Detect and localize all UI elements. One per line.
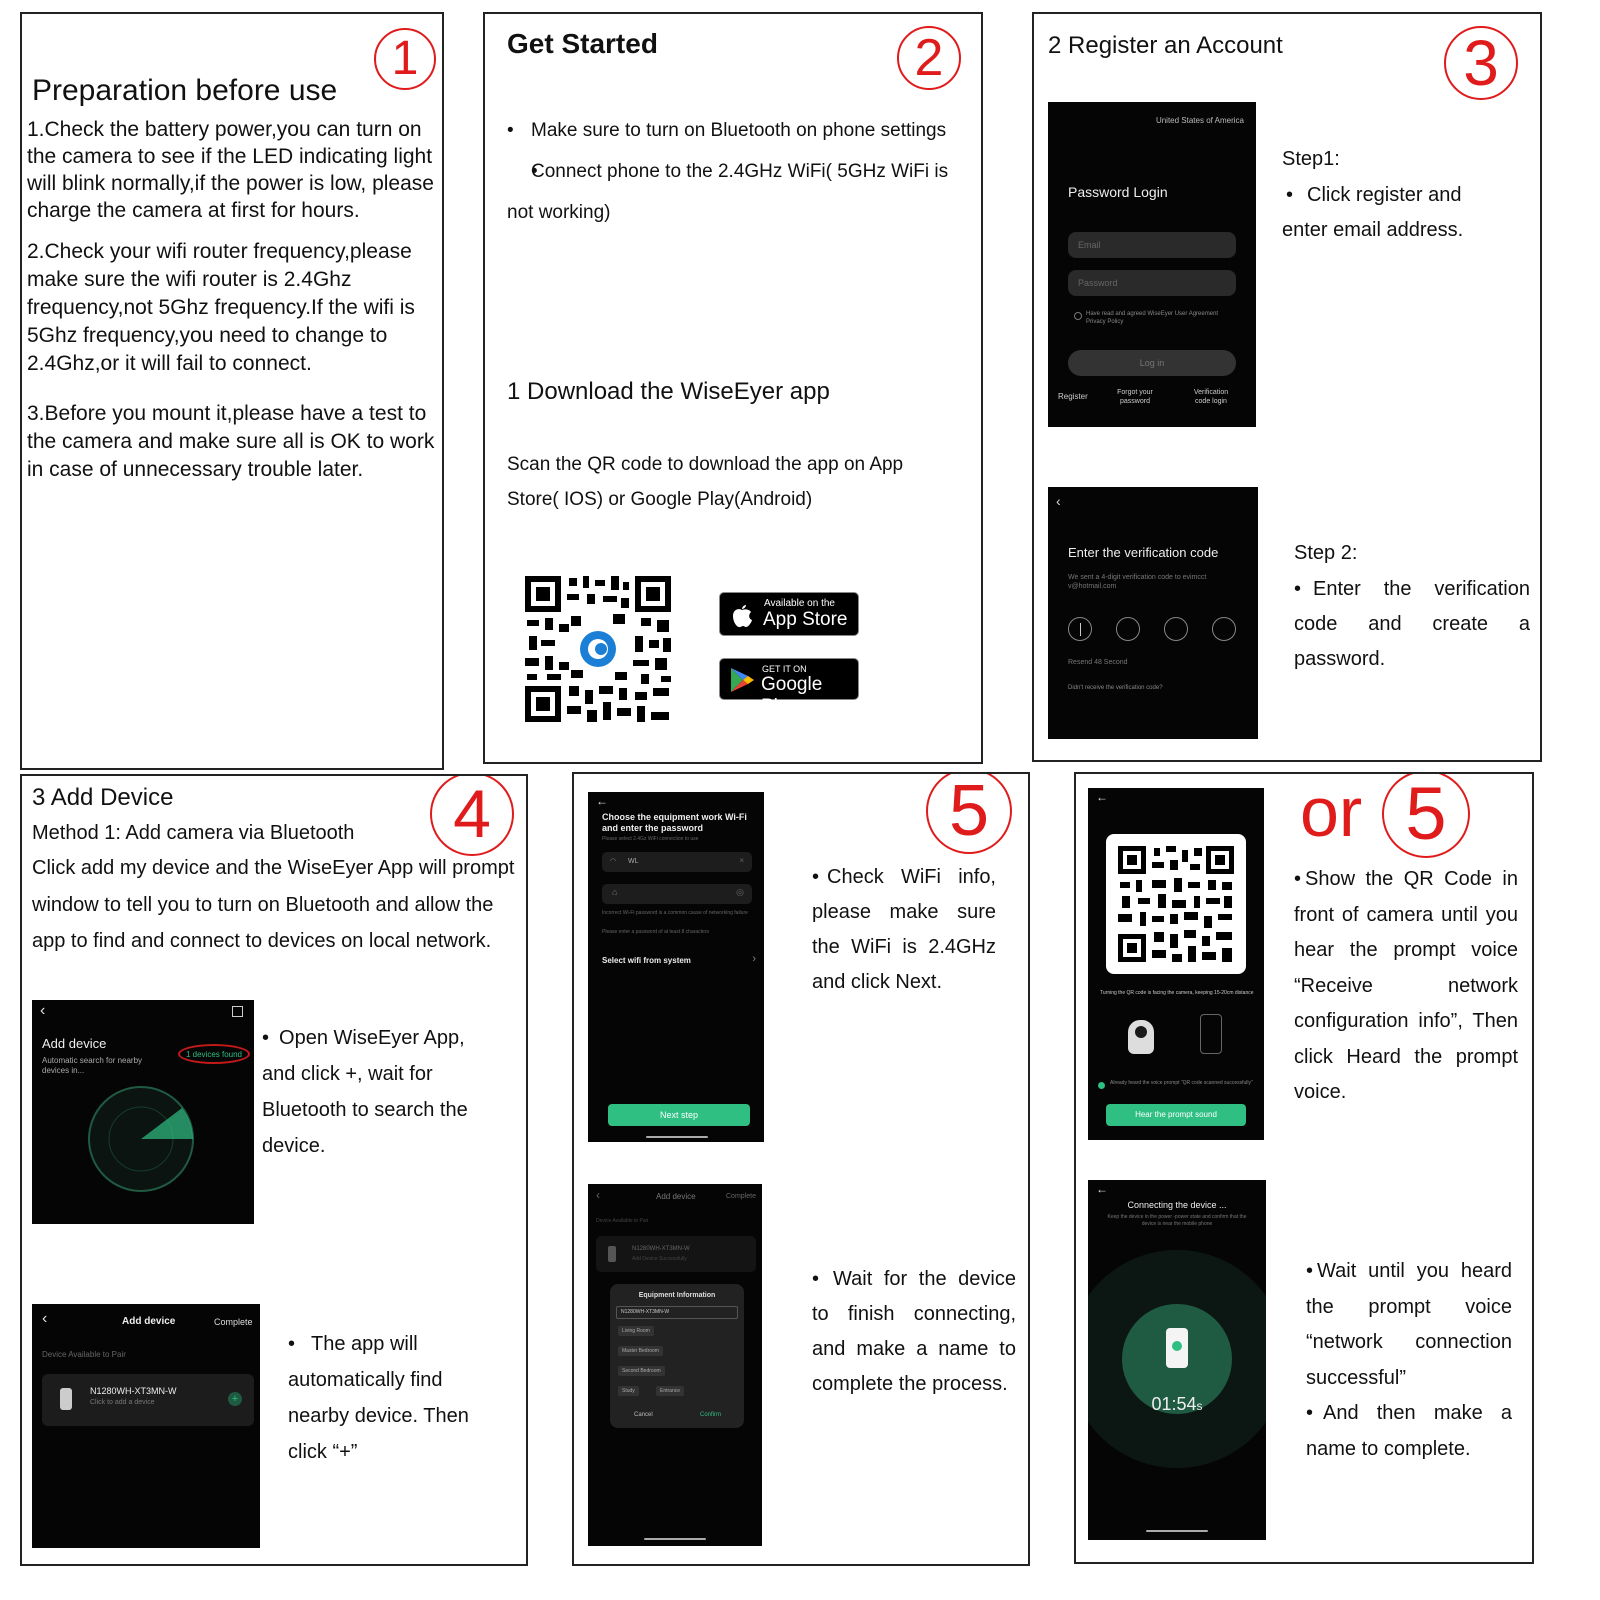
- wifi-sub: Please select 2.4Gz WiFi connection to use: [602, 836, 699, 842]
- requirement-wifi: • Connect phone to the 2.4GHz WiFi( 5GHz WiFi is not working): [507, 151, 977, 233]
- back-icon[interactable]: ‹: [42, 1310, 48, 1327]
- device-row[interactable]: [42, 1374, 254, 1426]
- heard-radio[interactable]: [1098, 1082, 1105, 1089]
- scan-heading: Add device: [42, 1036, 107, 1051]
- agreement-text: Have read and agreed WiseEyer User Agreement Privacy Policy: [1086, 311, 1219, 325]
- wifi-note-1: Incorrect Wi-Fi password is a common cause of networking failure: [602, 910, 748, 916]
- panel-title: Get Started: [507, 28, 658, 59]
- panel-wifi-setup: [572, 772, 1030, 1566]
- available-label: Device Available to Pair: [596, 1218, 649, 1224]
- device-list-screen: [32, 1304, 260, 1548]
- email-placeholder: Email: [1078, 240, 1101, 250]
- verification-screen: [1048, 487, 1258, 739]
- step-number-2: 2: [897, 26, 961, 90]
- agree-checkbox[interactable]: [1074, 312, 1082, 320]
- bullet-auto-find: [288, 1326, 498, 1470]
- step-number-4: 4: [430, 774, 514, 856]
- download-description: Scan the QR code to download the app on App Store( IOS) or Google Play(Android): [507, 454, 904, 510]
- lock-icon: ⌂: [612, 887, 618, 897]
- device-name: N1280WH-XT3MN-W: [90, 1386, 177, 1396]
- login-button[interactable]: [1068, 350, 1236, 376]
- bullet-icon: •: [262, 1027, 270, 1049]
- phone-illustration: [1200, 1014, 1222, 1054]
- bullet-check-wifi-text: Check WiFi info, please make sure the WiFi is 2.4GHz and click Next.: [812, 866, 996, 993]
- email-field[interactable]: [1068, 232, 1236, 258]
- scan-subtitle: Automatic search for nearby devices in...: [42, 1056, 143, 1075]
- connecting-screen: [1088, 1180, 1266, 1540]
- bullet-wait-connect-text: Wait for the device to finish connecting, and make a name to complete the process.: [812, 1268, 1016, 1395]
- room-chip[interactable]: Entrance: [656, 1386, 684, 1396]
- app-store-small-text: Available on the: [764, 598, 835, 609]
- camera-illustration: [1128, 1020, 1154, 1054]
- code-login-link[interactable]: Verification code login: [1193, 389, 1229, 405]
- or-label: or: [1300, 773, 1363, 851]
- room-chip[interactable]: Master Bedroom: [618, 1346, 663, 1356]
- back-icon[interactable]: ←: [596, 794, 608, 808]
- panel-title: 2 Register an Account: [1048, 32, 1283, 59]
- chevron-right-icon: ›: [752, 953, 756, 965]
- bullet-icon: •: [1286, 184, 1294, 206]
- wifi-icon: ◠: [610, 858, 617, 865]
- device-name-value: N1280WH-XT3MN-W: [621, 1309, 670, 1315]
- back-icon[interactable]: ←: [1096, 1182, 1108, 1196]
- home-indicator: [644, 1538, 706, 1540]
- qr-card: [1106, 834, 1246, 974]
- complete-link[interactable]: Complete: [726, 1193, 756, 1200]
- app-store-badge[interactable]: [719, 592, 859, 636]
- password-field[interactable]: [1068, 270, 1236, 296]
- back-icon[interactable]: ←: [1096, 790, 1108, 804]
- name-heading: Add device: [656, 1192, 696, 1201]
- requirements-list: [507, 110, 977, 233]
- heard-text: Already heard the voice prompt "QR code scanned successfully": [1110, 1080, 1253, 1086]
- instruction-2: 2.Check your wifi router frequency,please make sure the wifi router is 2.4Ghz frequency,not 5Ghz frequency.If the wifi is 5Ghz frequency,you need to change to 2.4Ghz,or it will fail to connect.: [27, 240, 415, 375]
- equipment-info-dialog: [610, 1284, 744, 1428]
- panel-add-device: [20, 774, 528, 1566]
- room-chip[interactable]: Study: [618, 1386, 639, 1396]
- device-list-heading: Add device: [122, 1316, 176, 1327]
- instruction-1: 1.Check the battery power,you can turn on the camera to see if the LED indicating light will blink normally,if the power is low, please charge the camera at first for hours.: [27, 118, 434, 222]
- devices-found-text: 1 devices found: [185, 1050, 243, 1059]
- clear-icon[interactable]: ×: [739, 856, 744, 865]
- confirm-button[interactable]: Confirm: [700, 1412, 722, 1418]
- complete-link[interactable]: Complete: [214, 1317, 253, 1327]
- step1-text: [1282, 178, 1482, 248]
- room-chip[interactable]: Living Room: [618, 1326, 654, 1336]
- panel-title: 3 Add Device: [32, 784, 174, 811]
- region-selector[interactable]: United States of America: [1155, 116, 1244, 125]
- login-button-label: Log in: [1139, 358, 1165, 368]
- device-name: N1280WH-XT3MN-W: [632, 1246, 690, 1252]
- wifi-note-2: Please enter a password of at least 8 characters: [602, 929, 710, 935]
- countdown-unit: s: [1196, 1399, 1203, 1413]
- qr-scan-screen: [1088, 788, 1264, 1140]
- bullet-wait-voice: [1306, 1254, 1512, 1467]
- radar-icon: [86, 1084, 196, 1194]
- bullet-icon: •: [1294, 578, 1302, 600]
- resend-timer: Resend 48 Second: [1068, 659, 1128, 666]
- panel-preparation: [20, 12, 444, 770]
- wifi-name-field[interactable]: [602, 852, 752, 872]
- wifi-ssid: WL: [628, 858, 639, 865]
- camera-icon: [608, 1246, 616, 1262]
- wifi-heading: Choose the equipment work Wi-Fi and enter the password: [602, 812, 747, 833]
- bullet-icon: •: [1306, 1402, 1314, 1424]
- bullet-auto-find-text: The app will automatically find nearby device. Then click “+”: [288, 1333, 469, 1463]
- panel-register: [1032, 12, 1542, 762]
- no-code-link[interactable]: Didn't receive the verification code?: [1068, 685, 1163, 691]
- code-box-4[interactable]: [1212, 617, 1236, 641]
- step-number-5-alt: 5: [1382, 772, 1470, 858]
- bullet-icon: •: [1294, 868, 1302, 890]
- camera-icon: [60, 1388, 72, 1410]
- device-status: Add Device Successfully: [632, 1256, 687, 1262]
- select-wifi-link[interactable]: Select wifi from system: [602, 956, 691, 965]
- google-play-small-text: GET IT ON: [762, 664, 807, 674]
- connecting-heading: Connecting the device ...: [1127, 1200, 1227, 1210]
- step1-title: Step1:: [1282, 148, 1340, 170]
- google-play-icon: [729, 666, 755, 694]
- countdown-value: 01:54: [1151, 1394, 1197, 1414]
- google-play-text: Google Play: [761, 674, 823, 717]
- bullet-show-qr-text: Show the QR Code in front of camera until you hear the prompt voice “Receive network configuration info”, Then click Heard the prompt voice.: [1294, 868, 1518, 1103]
- eye-icon[interactable]: ◎: [736, 887, 744, 897]
- device-name-input[interactable]: [616, 1306, 738, 1319]
- phone-icon: [1166, 1328, 1188, 1368]
- step1-description: Click register and enter email address.: [1282, 184, 1464, 241]
- wifi-password-field[interactable]: [602, 884, 752, 904]
- back-icon[interactable]: ‹: [40, 1002, 46, 1019]
- connecting-sub: Keep the device in the power -power state and confirm that the device is near the mobile phone: [1107, 1214, 1247, 1227]
- register-link[interactable]: Register: [1058, 392, 1088, 401]
- step-number-3: 3: [1444, 26, 1518, 100]
- device-row: [596, 1236, 756, 1272]
- password-placeholder: Password: [1078, 278, 1118, 288]
- download-qr-code[interactable]: [523, 574, 673, 724]
- bullet-make-name-block: [1306, 1396, 1512, 1467]
- verification-sent-text: We sent a 4-digit verification code to evimcct v@hotmail.com: [1068, 574, 1207, 590]
- bullet-check-wifi: [812, 860, 996, 1000]
- bullet-open-app-text: Open WiseEyer App, and click +, wait for Bluetooth to search the device.: [262, 1027, 468, 1157]
- requirement-bluetooth: • Make sure to turn on Bluetooth on phone settings: [507, 110, 977, 151]
- bullet-make-name-text: And then make a name to complete.: [1306, 1402, 1512, 1460]
- panel-get-started: [483, 12, 983, 764]
- bullet-wait-connect: [812, 1262, 1016, 1402]
- login-screen: [1048, 102, 1256, 427]
- bullet-open-app: [262, 1020, 492, 1164]
- add-device-icon[interactable]: +: [228, 1392, 242, 1406]
- bullet-wait-voice-block: [1306, 1254, 1512, 1396]
- step2-description: Enter the verification code and create a password.: [1294, 578, 1530, 670]
- apple-icon: [730, 601, 754, 629]
- code-box-3[interactable]: [1164, 617, 1188, 641]
- code-box-2[interactable]: [1116, 617, 1140, 641]
- method-description: Click add my device and the WiseEyer App will prompt window to tell you to turn on Bluetooth and allow the app to find and connect to devices on local network.: [32, 857, 515, 952]
- back-icon[interactable]: ‹: [596, 1188, 600, 1202]
- bullet-icon: •: [288, 1333, 296, 1355]
- step-number-5: 5: [926, 772, 1012, 854]
- next-step-button[interactable]: Next step: [608, 1104, 750, 1126]
- scan-screen: [32, 1000, 254, 1224]
- bullet-wait-voice-text: Wait until you heard the prompt voice “network connection successful”: [1306, 1260, 1512, 1389]
- wifi-screen: [588, 792, 764, 1142]
- forgot-password-link[interactable]: Forgot your password: [1117, 389, 1153, 405]
- countdown-timer: [1088, 1394, 1266, 1415]
- name-device-screen: [588, 1184, 762, 1546]
- step2-text: [1294, 572, 1530, 677]
- step2-title: Step 2:: [1294, 542, 1358, 564]
- section-subtitle: 1 Download the WiseEyer app: [507, 378, 830, 405]
- verification-heading: Enter the verification code: [1068, 545, 1219, 560]
- bullet-show-qr: [1294, 862, 1518, 1111]
- code-box-1[interactable]: [1068, 617, 1092, 641]
- room-chip[interactable]: Second Bedroom: [618, 1366, 665, 1376]
- back-icon[interactable]: ‹: [1056, 493, 1061, 509]
- available-label: Device Available to Pair: [42, 1350, 126, 1359]
- dialog-title: Equipment Information: [638, 1292, 716, 1299]
- scan-qr-icon[interactable]: [232, 1006, 243, 1017]
- devices-found-badge[interactable]: [178, 1044, 250, 1064]
- google-play-badge[interactable]: [719, 658, 859, 717]
- step-number-1: 1: [374, 28, 436, 90]
- instruction-3: 3.Before you mount it,please have a test to the camera and make sure all is OK to work in case of unnecessary trouble later.: [27, 402, 435, 481]
- login-heading: Password Login: [1068, 184, 1168, 200]
- cancel-button[interactable]: Cancel: [634, 1412, 653, 1418]
- home-indicator: [1146, 1530, 1208, 1532]
- method-title: Method 1: Add camera via Bluetooth: [32, 822, 355, 844]
- bullet-icon: •: [1306, 1260, 1314, 1282]
- app-store-text: App Store: [763, 609, 848, 630]
- heard-prompt-button[interactable]: Hear the prompt sound: [1106, 1104, 1246, 1126]
- device-hint: Click to add a device: [90, 1399, 155, 1406]
- panel-qr-setup: [1074, 772, 1534, 1564]
- pairing-qr-code: [1118, 846, 1234, 962]
- panel-title: Preparation before use: [32, 74, 338, 107]
- qr-instruction: Turning the QR code is facing the camera, keeping 15-20cm distance: [1100, 990, 1254, 996]
- bullet-icon: •: [812, 1268, 820, 1290]
- bullet-icon: •: [812, 866, 820, 888]
- home-indicator: [646, 1136, 708, 1138]
